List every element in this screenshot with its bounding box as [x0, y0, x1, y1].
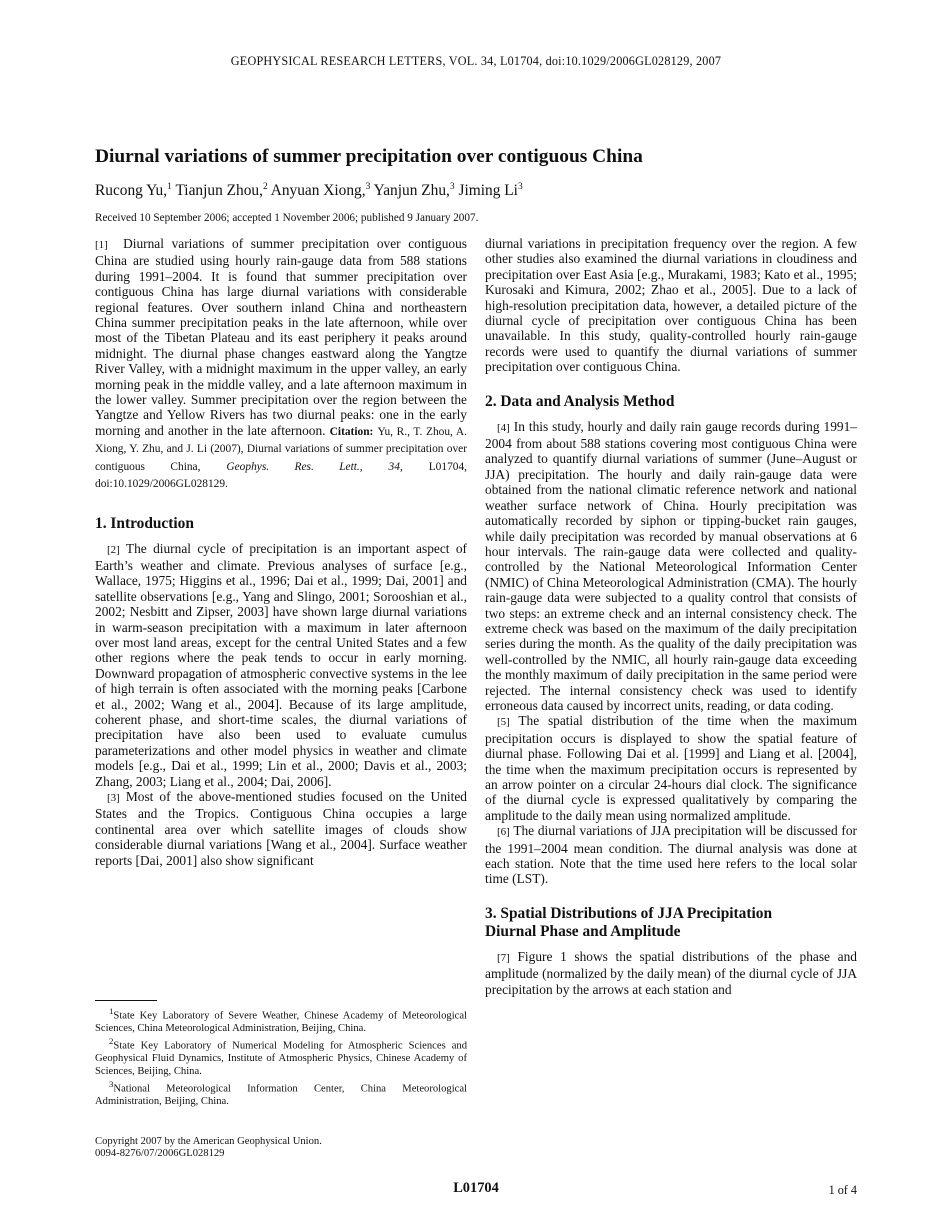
affiliation-marker: 3 — [517, 182, 523, 192]
section-heading-data-method: 2. Data and Analysis Method — [485, 392, 675, 410]
footnote-marker: 3 — [109, 1079, 114, 1090]
citation-text: Yu, R., T. Zhou, A. Xiong, Y. Zhu, and J. Li (2007), Diurnal variations of summer precipitation over contiguous China, — [95, 425, 467, 473]
abstract-text: Diurnal variations of summer precipitation over contiguous China are studied using hourly rain-gauge data from 588 stations during 1991–2004. It is found that summer precipitation over contiguous China has large diurnal variations with considerable regional features. Over southern inland China and northeastern China summer precipitation peaks in the late afternoon, while over most of the Tibetan Plateau and its east periphery it peaks around midnight. The diurnal phase changes eastward along the Yangtze River Valley, with a midnight maximum in the upper valley, an early morning peak in the middle valley, and a late afternoon maximum in the lower valley. Summer precipitation over the region between the Yangtze and Yellow Rivers has two diurnal peaks: one in the early morning and another in the late afternoon. — [95, 236, 467, 438]
paragraph-3-continued — [485, 236, 857, 375]
footnote-marker: 1 — [109, 1006, 114, 1016]
author-name: Jiming Li — [458, 182, 518, 200]
copyright — [95, 1136, 467, 1161]
right-column — [485, 236, 857, 997]
section-heading-spatial — [485, 905, 857, 941]
paragraph-number: [2] — [107, 543, 120, 556]
footnote-text: State Key Laboratory of Severe Weather, Chinese Academy of Meteorological Sciences, China Meteorological Administration, Beijing, China. — [95, 1010, 467, 1034]
author-line — [95, 182, 855, 200]
footnote-marker: 2 — [109, 1036, 114, 1047]
paragraph-text: The diurnal cycle of precipitation is an important aspect of Earth’s weather and climate. Previous analyses of surface [e.g., Wallace, 1975; Higgins et al., 1996; Dai et al., 1999; Dai, 2001] and satellite observations [e.g., Yang and Slingo, 2001; Sorooshian et al., 2002; Nesbitt and Zipser, 2003] have shown large diurnal variations in warm-season precipitation with a maximum in later afternoon over most land areas, except for the central United States and a few other regions where the peak tends to occur in early morning. Downward propagation of atmospheric convective systems in the lee of high terrain is often associated with the morning peaks [Carbone et al., 2002; Wang et al., 2004]. Because of its large amplitude, coherent phase, and short-time scales, the diurnal variations of precipitation have also been used to evaluate cumulus parameterizations and other model physics in weather and climate models [e.g., Dai et al., 1999; Lin et al., 2000; Davis et al., 2003; Zhang, 2003; Liang et al., 2004; Dai, 2006]. — [95, 540, 467, 789]
paragraph-2 — [95, 541, 467, 790]
paragraph-text: The spatial distribution of the time when the maximum precipitation occurs is displayed to show the spatial feature of diurnal phase. Following Dai et al. [1999] and Liang et al. [2004], the time when the maximum precipitation occurs is represented by an arrow pointer on a circular 24-hours dial clock. The significance of the diurnal cycle is expressed qualitatively by comparing the amplitude to the daily mean using normalized amplitude. — [485, 713, 858, 823]
page-number: 1 of 4 — [828, 1183, 857, 1197]
left-column — [95, 236, 467, 868]
citation-label: Citation: — [329, 425, 374, 438]
author-name: Rucong Yu, — [95, 182, 168, 200]
issn-line: 0094-8276/07/2006GL028129 — [95, 1148, 225, 1160]
journal-header: GEOPHYSICAL RESEARCH LETTERS, VOL. 34, L01704, doi:10.1029/2006GL028129, 2007 — [230, 54, 722, 68]
citation-volume: 34, — [388, 460, 403, 473]
affiliation-marker: 1 — [167, 182, 172, 192]
paragraph-number: [6] — [497, 826, 510, 839]
paragraph-text: Most of the above-mentioned studies focused on the United States and the Tropics. Contiguous China occupies a large continental area over which satellite images of clouds show considerable diurnal variations [Wang et al., 2004]. Surface weather reports [Dai, 2001] also show significant — [95, 789, 467, 868]
paragraph-number: [7] — [497, 951, 510, 964]
author-name: Anyuan Xiong, — [270, 182, 366, 200]
footnotes — [95, 1000, 467, 1108]
abstract — [95, 236, 467, 493]
paragraph-number: [5] — [497, 716, 510, 729]
paragraph-number: [4] — [497, 421, 510, 434]
author-name: Yanjun Zhu, — [373, 182, 450, 200]
affiliation-marker: 3 — [449, 182, 455, 192]
paragraph-5 — [485, 713, 857, 823]
footnote-2 — [95, 1035, 467, 1078]
paragraph-4 — [485, 419, 857, 714]
footnote-1 — [95, 1005, 467, 1035]
paragraph-text: In this study, hourly and daily rain gauge records during 1991–2004 from about 588 stations covering most contiguous China were analyzed to quantify diurnal variations of summer (June–August or JJA) precipitation. The hourly and daily rain-gauge data were obtained from the national climatic reference network and national weather surface network of China. Hourly precipitation was automatically recorded by siphon or tipping-bucket rain gauges, while daily precipitation was recorded by manual observations at 6 hour intervals. The rain-gauge data were collected and quality-controlled by the National Meteorological Information Center (NMIC) of China Meteorological Administration (CMA). The hourly rain-gauge data were subjected to a quality control that consists of two steps: an extreme check and an internal consistency check. The extreme check was based on the maximum of the daily precipitation series during the month. As the quality of the daily precipitation was well-controlled by the NMIC, all hourly rain-gauge data exceeding the monthly maximum of daily precipitation in the same period were rejected. The internal consistency check was used to identify erroneous data caused by incorrect units, reading, or data coding. — [485, 418, 857, 713]
copyright-line: Copyright 2007 by the American Geophysical Union. — [95, 1136, 322, 1147]
paragraph-3 — [95, 789, 467, 868]
heading-line: 3. Spatial Distributions of JJA Precipitation — [485, 904, 773, 922]
footnote-text: State Key Laboratory of Numerical Modeling for Atmospheric Sciences and Geophysical Fluid Dynamics, Institute of Atmospheric Physics, Chinese Academy of Sciences, Beijing, China. — [95, 1040, 467, 1077]
paragraph-text: diurnal variations in precipitation frequency over the region. A few other studies also examined the diurnal variations in cloudiness and precipitation over East Asia [e.g., Murakami, 1983; Kato et al., 1995; Kurosaki and Kimura, 2002; Zhao et al., 2005]. Due to a lack of high-resolution precipitation data, however, a detailed picture of the diurnal cycle of precipitation over contiguous China has been unavailable. In this study, quality-controlled hourly rain-gauge records were used to quantify the diurnal variations of summer precipitation over contiguous China. — [485, 236, 857, 375]
footnote-3 — [95, 1078, 467, 1108]
footnote-rule — [95, 1000, 157, 1001]
paragraph-number: [1] — [95, 239, 108, 251]
paragraph-6 — [485, 823, 857, 887]
received-dates: Received 10 September 2006; accepted 1 November 2006; published 9 January 2007. — [95, 212, 479, 224]
paragraph-text: The diurnal variations of JJA precipitation will be discussed for the 1991–2004 mean condition. The diurnal analysis was done at each station. Note that the time used here refers to the local solar time (LST). — [485, 823, 857, 887]
citation-doi: L01704, doi:10.1029/2006GL028129. — [95, 460, 468, 491]
paragraph-number: [3] — [107, 792, 120, 804]
author-name: Tianjun Zhou, — [175, 182, 263, 200]
heading-line: Diurnal Phase and Amplitude — [485, 922, 681, 940]
citation-journal: Geophys. Res. Lett., — [226, 460, 363, 473]
affiliation-marker: 3 — [365, 182, 371, 192]
paper-title: Diurnal variations of summer precipitation over contiguous China — [95, 146, 643, 167]
footnote-text: National Meteorological Information Center, China Meteorological Administration, Beijing, China. — [95, 1083, 467, 1108]
paragraph-text: Figure 1 shows the spatial distributions of the phase and amplitude (normalized by the daily mean) of the diurnal cycle of JJA precipitation by the arrows at each station and — [485, 948, 857, 997]
paragraph-7 — [485, 949, 857, 997]
section-heading-introduction: 1. Introduction — [95, 514, 194, 532]
affiliation-marker: 2 — [262, 182, 268, 192]
article-id: L01704 — [453, 1180, 499, 1196]
